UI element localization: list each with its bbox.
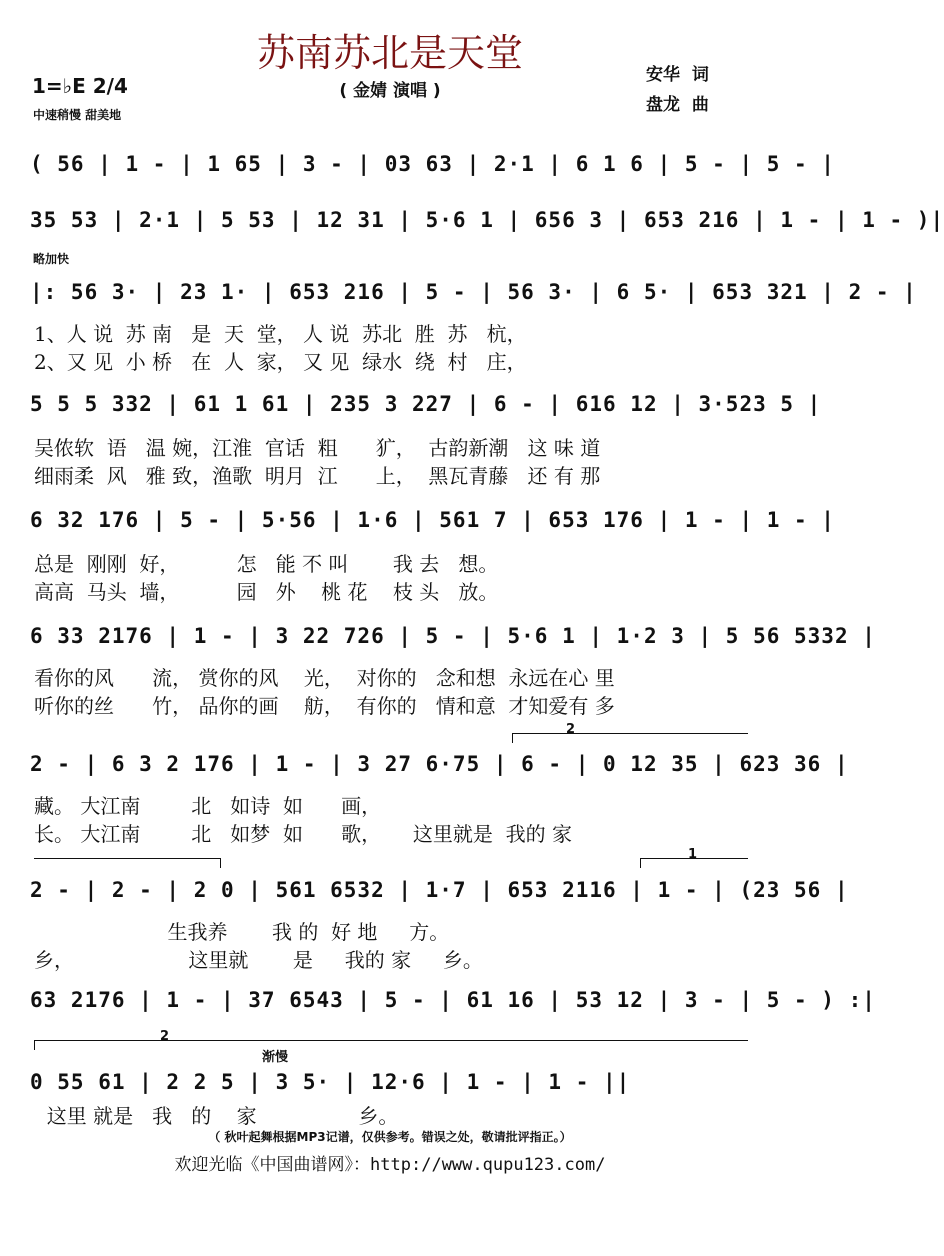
lyrics-verse2-line6: 乡， 这里就 是 我的 家 乡。 [34,948,483,972]
score-line-4: 5 5 5 332 | 61 1 61 | 235 3 227 | 6 - | 616 12 | 3·523 5 | [30,392,822,416]
score-line-1: ( 56 | 1 - | 1 65 | 3 - | 03 63 | 2·1 | 6 1 6 | 5 - | 5 - | [30,152,835,176]
lyrics-final-line: 这里 就是 我 的 家 乡。 [34,1104,399,1128]
ending-bracket-continuation [34,858,220,859]
lyrics-verse1-line4: 看你的风 流， 赏你的风 光， 对你的 念和想 永远在心 里 [34,666,615,690]
ending-number-1: 1 [688,847,698,862]
ending-bracket-2-upper-hook [512,733,513,743]
key-signature: 1=♭E 2/4 [32,74,128,98]
score-line-2: 35 53 | 2·1 | 5 53 | 12 31 | 5·6 1 | 656 3 | 653 216 | 1 - | 1 - )| [30,208,944,232]
ending-bracket-2-lower [34,1040,748,1041]
lyrics-verse2-line1: 2、又 见 小 桥 在 人 家， 又 见 绿水 绕 村 庄， [34,350,527,374]
lyrics-verse2-line3: 高高 马头 墙， 园 外 桃 花 枝 头 放。 [34,580,499,604]
ending-bracket-2-lower-hook [34,1040,35,1050]
lyricist-credit: 安华 词 [646,65,709,85]
lyrics-verse2-line4: 听你的丝 竹， 品你的画 舫， 有你的 情和意 才知爱有 多 [34,694,615,718]
site-footer-link[interactable]: 欢迎光临《中国曲谱网》：http://www.qupu123.com/ [174,1155,606,1175]
score-line-9: 63 2176 | 1 - | 37 6543 | 5 - | 61 16 | 53 12 | 3 - | 5 - ) :| [30,988,876,1012]
score-line-3: |: 56 3· | 23 1· | 653 216 | 5 - | 56 3· | 6 5· | 653 321 | 2 - | [30,280,917,304]
ending-number-2-upper: 2 [566,722,576,737]
performer-subtitle: ( 金婧 演唱 ) [339,81,441,101]
ending-bracket-1-hook [640,858,641,868]
lyrics-verse1-line3: 总是 刚刚 好， 怎 能 不 叫 我 去 想。 [34,552,499,576]
ending-bracket-continuation-hook [220,858,221,868]
ending-number-2-lower: 2 [160,1029,170,1044]
lyrics-verse1-line5: 藏。 大江南 北 如诗 如 画， [34,794,382,818]
slowing-marking: 渐慢 [262,1050,289,1065]
lyrics-verse1-line6: 生我养 我 的 好 地 方。 [34,920,450,944]
lyrics-verse1-line2: 吴侬软 语 温 婉，江淮 官话 粗 犷， 古韵新潮 这 味 道 [34,436,601,460]
faster-marking: 略加快 [33,252,70,266]
lyrics-verse2-line5: 长。 大江南 北 如梦 如 歌， 这里就是 我的 家 [34,822,573,846]
lyrics-verse2-line2: 细雨柔 风 雅 致，渔歌 明月 江 上， 黑瓦青藤 还 有 那 [34,464,601,488]
score-line-5: 6 32 176 | 5 - | 5·56 | 1·6 | 561 7 | 653 176 | 1 - | 1 - | [30,508,835,532]
transcriber-note: （ 秋叶起舞根据MP3记谱，仅供参考。错误之处，敬请批评指正。） [208,1130,572,1144]
score-line-7: 2 - | 6 3 2 176 | 1 - | 3 27 6·75 | 6 - | 0 12 35 | 623 36 | [30,752,849,776]
score-line-10: 0 55 61 | 2 2 5 | 3 5· | 12·6 | 1 - | 1 - || [30,1070,631,1094]
lyrics-verse1-line1: 1、人 说 苏 南 是 天 堂， 人 说 苏北 胜 苏 杭， [34,322,527,346]
ending-bracket-2-upper [512,733,748,734]
page-title: 苏南苏北是天堂 [256,31,523,75]
composer-credit: 盘龙 曲 [646,95,709,115]
score-line-8: 2 - | 2 - | 2 0 | 561 6532 | 1·7 | 653 2116 | 1 - | (23 56 | [30,878,849,902]
tempo-marking: 中速稍慢 甜美地 [33,108,122,122]
score-line-6: 6 33 2176 | 1 - | 3 22 726 | 5 - | 5·6 1 | 1·2 3 | 5 56 5332 | [30,624,876,648]
